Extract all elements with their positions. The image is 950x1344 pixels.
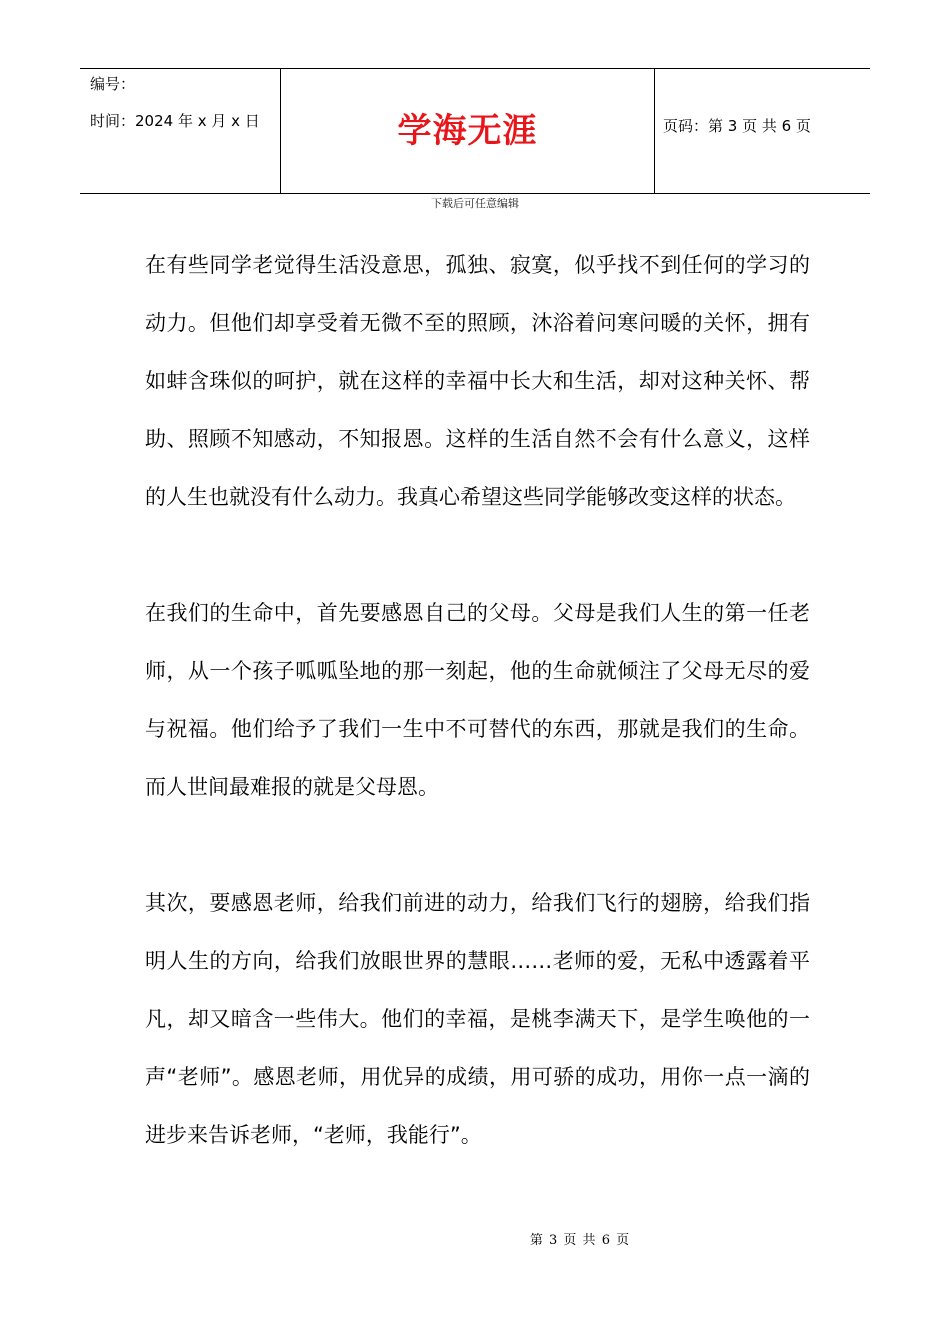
brand-title: 学海无涯 [397, 111, 538, 151]
document-body [145, 236, 810, 1222]
paragraph-3: 其次，要感恩老师，给我们前进的动力，给我们飞行的翅膀，给我们指明人生的方向，给我们放眼世界的慧眼……老师的爱，无私中透露着平凡，却又暗含一些伟大。他们的幸福，是桃李满天下，是学生唤他的一声“老师”。感恩老师，用优异的成绩，用可骄的成功，用你一点一滴的进步来告诉老师，“老师，我能行”。 [145, 891, 810, 1147]
page-footer [0, 1229, 950, 1248]
document-number-label: 编号： [90, 75, 136, 93]
document-header [80, 68, 870, 194]
header-title-cell [281, 69, 655, 193]
paragraph-2: 在我们的生命中，首先要感恩自己的父母。父母是我们人生的第一任老师，从一个孩子呱呱坠地的那一刻起，他的生命就倾注了父母无尽的爱与祝福。他们给予了我们一生中不可替代的东西，那就是我们的生命。而人世间最难报的就是父母恩。 [145, 601, 810, 799]
page-code-label: 页码：第 3 页 共 6 页 [663, 117, 811, 135]
header-page-cell [655, 69, 870, 193]
header-info-cell [80, 69, 281, 193]
editable-note: 下载后可任意编辑 [431, 197, 519, 210]
paragraph-1: 在有些同学老觉得生活没意思，孤独、寂寞，似乎找不到任何的学习的动力。但他们却享受着无微不至的照顾，沐浴着问寒问暖的关怀，拥有如蚌含珠似的呵护，就在这样的幸福中长大和生活，却对这种关怀、帮助、照顾不知感动，不知报恩。这样的生活自然不会有什么意义，这样的人生也就没有什么动力。我真心希望这些同学能够改变这样的状态。 [145, 253, 810, 509]
document-time-label: 时间：2024 年 x 月 x 日 [90, 112, 260, 130]
footer-page-number: 第 3 页 共 6 页 [529, 1233, 631, 1248]
